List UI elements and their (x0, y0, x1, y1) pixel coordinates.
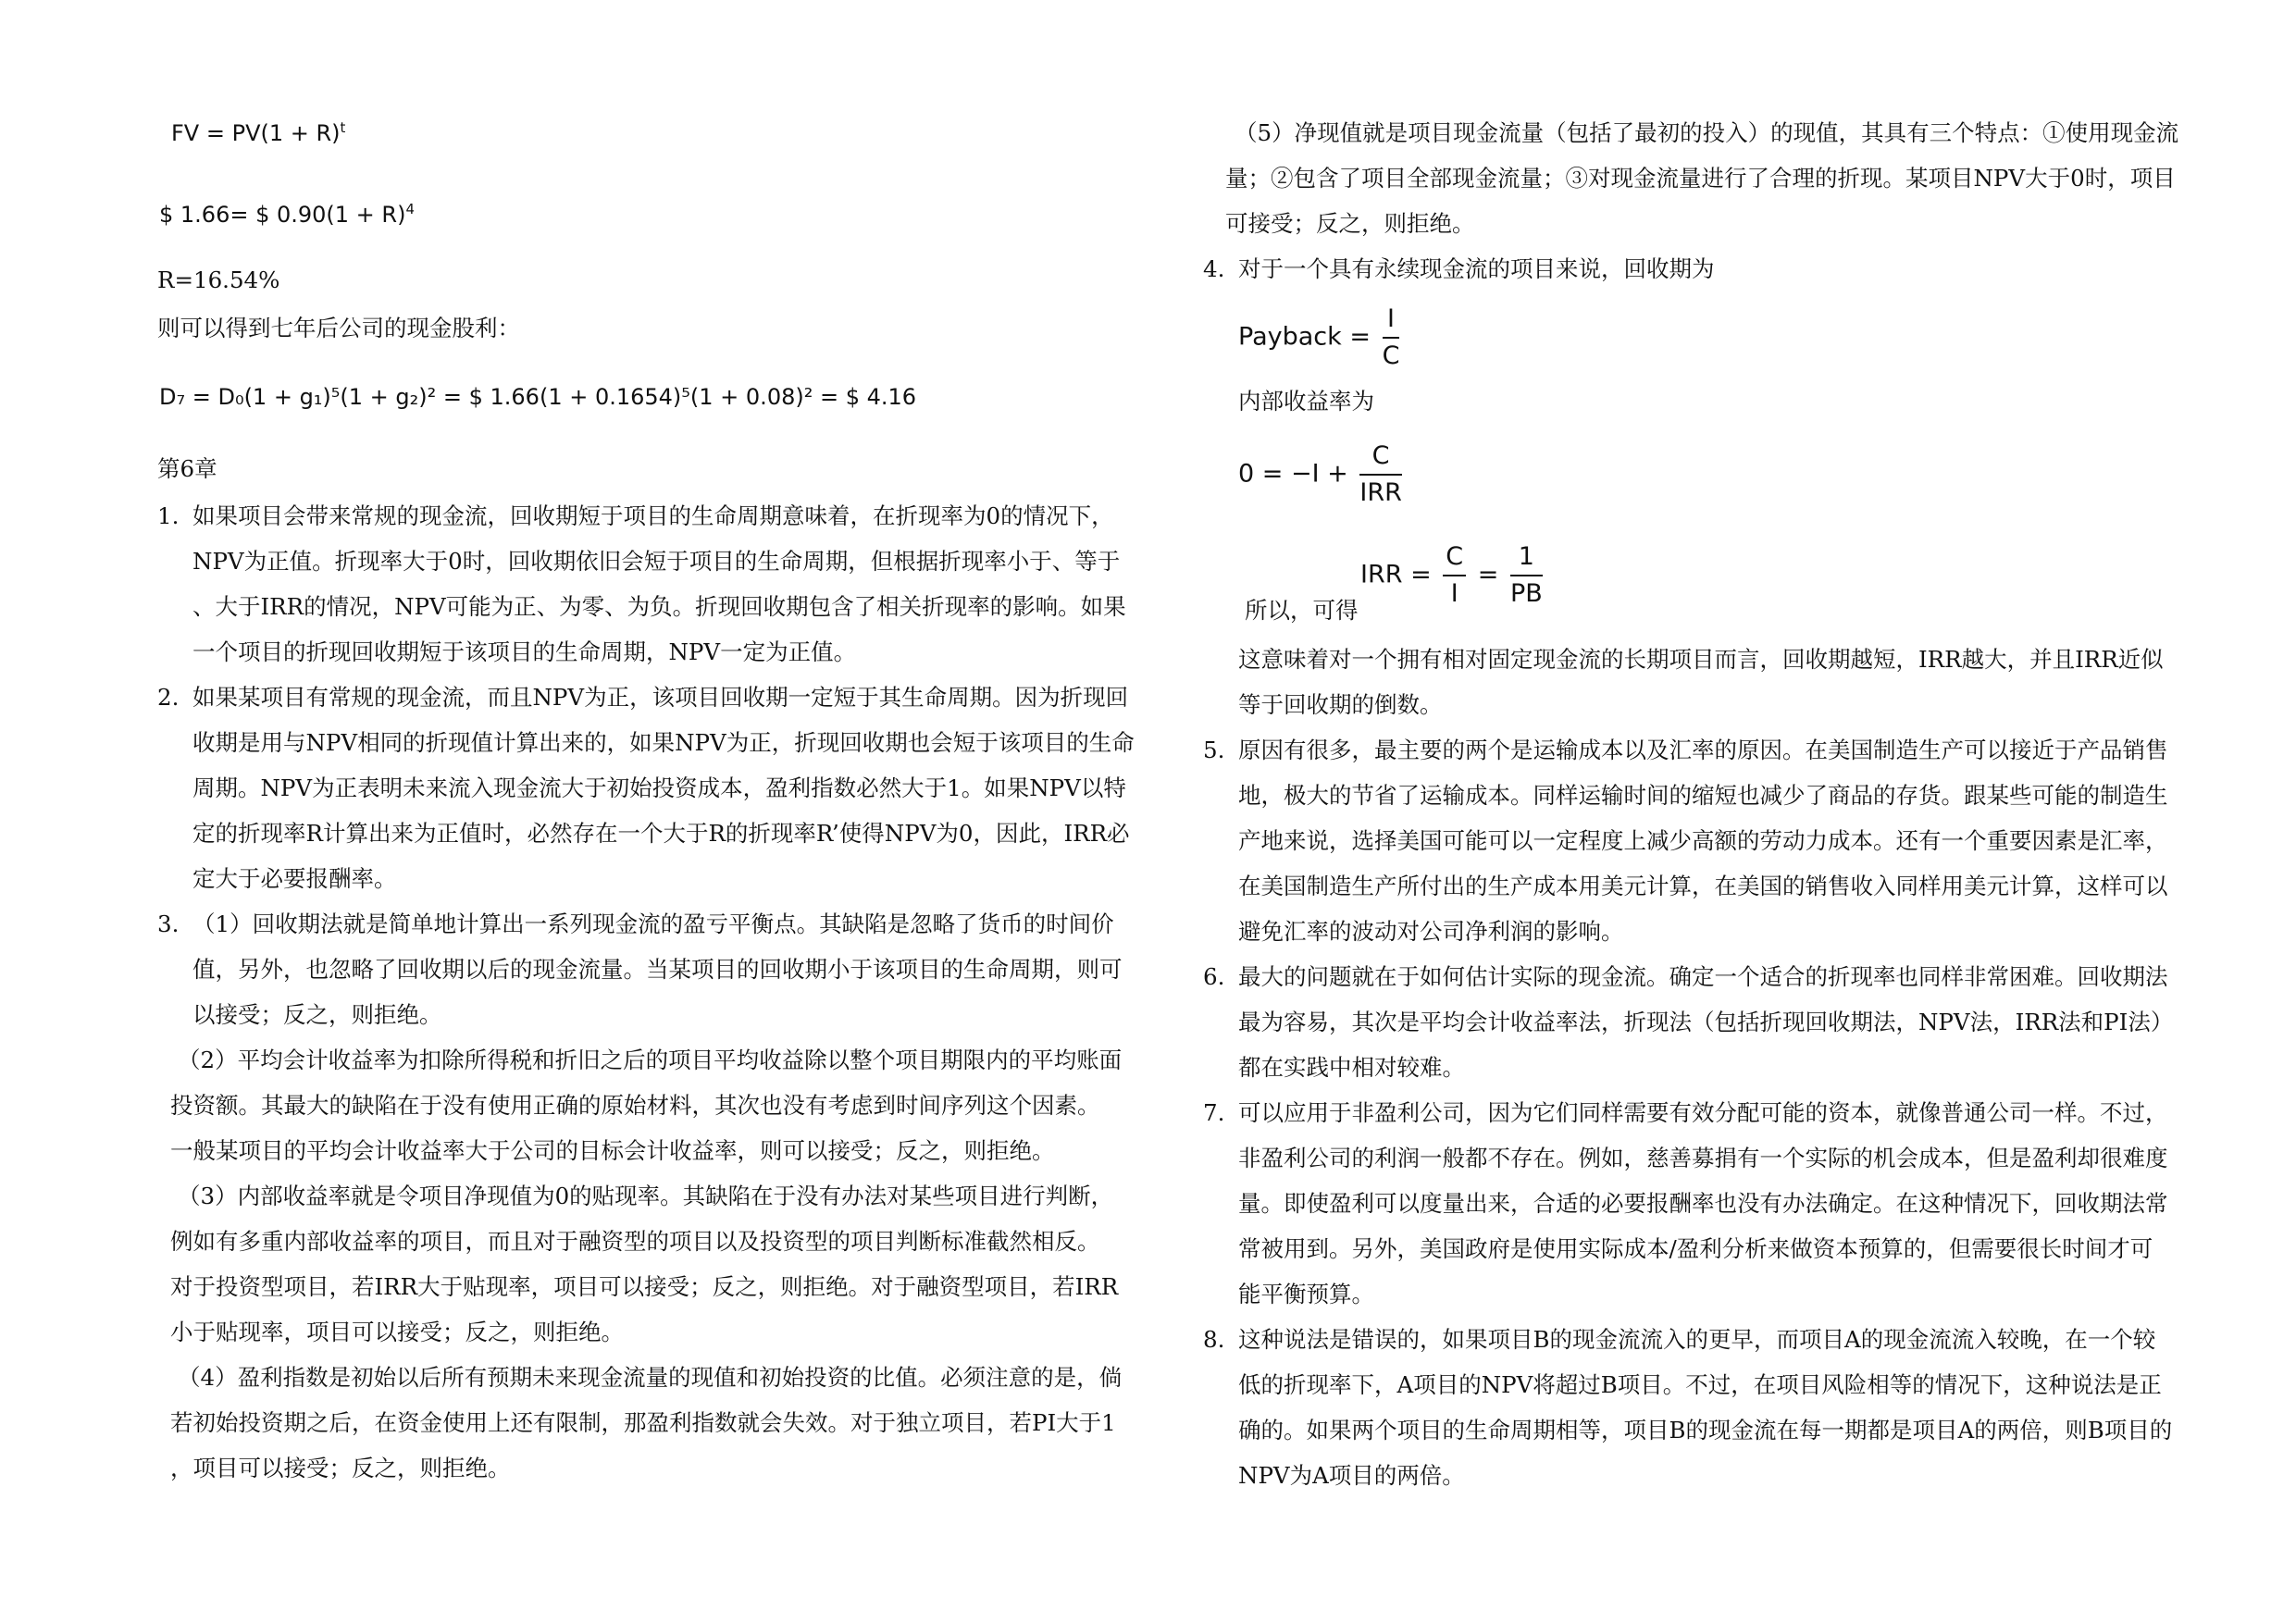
fraction-denominator: IRR (1359, 478, 1402, 507)
text-line: （3）内部收益率就是令项目净现值为0的贴现率。其缺陷在于没有办法对某些项目进行判断， (178, 1183, 1114, 1209)
irr-result-formula (1360, 539, 1546, 612)
text-line: ，项目可以接受；反之，则拒绝。 (170, 1455, 511, 1481)
item-number: 7. (1203, 1099, 1225, 1126)
text-line: NPV为A项目的两倍。 (1238, 1462, 1465, 1489)
irr-equation-fraction (1359, 439, 1401, 511)
text-line: 定大于必要报酬率。 (192, 865, 397, 892)
text-line: 一般某项目的平均会计收益率大于公司的目标会计收益率，则可以接受；反之，则拒绝。 (170, 1137, 1055, 1164)
fraction-numerator: 1 (1510, 539, 1543, 576)
intro-line: 则可以得到七年后公司的现金股利： (157, 315, 520, 341)
chapter-heading: 第6章 (157, 455, 217, 482)
text-line: 这种说法是错误的，如果项目B的现金流流入的更早，而项目A的现金流流入较晚，在一个较 (1238, 1326, 2156, 1353)
item-number: 5. (1203, 737, 1225, 763)
text-line: 可接受；反之，则拒绝。 (1225, 210, 1475, 237)
text-line: 地，极大的节省了运输成本。同样运输时间的缩短也减少了商品的存货。跟某些可能的制造生 (1238, 782, 2168, 809)
item-number: 8. (1203, 1326, 1225, 1353)
item-number: 2. (157, 684, 180, 711)
dollar-equation-text: $ 1.66= $ 0.90(1 + R) (159, 202, 406, 228)
paragraph-npv (1203, 110, 2198, 246)
text-line: 原因有很多，最主要的两个是运输成本以及汇率的原因。在美国制造生产可以接近于产品销售 (1238, 737, 2168, 763)
text-line: 避免汇率的波动对公司净利润的影响。 (1238, 918, 1624, 945)
irr-equation (1238, 439, 1406, 511)
text-line: 都在实践中相对较难。 (1238, 1054, 1465, 1081)
irr-result-lhs: IRR = (1360, 560, 1432, 589)
fraction-denominator: C (1382, 341, 1400, 370)
text-line: 投资额。其最大的缺陷在于没有使用正确的原始材料，其次也没有考虑到时间序列这个因素。 (170, 1092, 1100, 1119)
list-item-7 (1203, 1090, 2198, 1317)
item-number: 4. (1203, 255, 1225, 282)
fraction-numerator: I (1383, 302, 1400, 339)
item-number: 3. (157, 911, 180, 937)
text-line: 这意味着对一个拥有相对固定现金流的长期项目而言，回收期越短，IRR越大，并且IRR近似 (1238, 646, 2164, 673)
item-number: 6. (1203, 963, 1225, 990)
right-column-body (1203, 637, 2198, 1498)
left-column-body (157, 493, 1152, 1491)
text-line: （4）盈利指数是初始以后所有预期未来现金流量的现值和初始投资的比值。必须注意的是，倘 (178, 1364, 1123, 1391)
text-line: 例如有多重内部收益率的项目，而且对于融资型的项目以及投资型的项目判断标准截然相反。 (170, 1228, 1100, 1255)
text-line: 量。即使盈利可以度量出来，合适的必要报酬率也没有办法确定。在这种情况下，回收期法常 (1238, 1190, 2168, 1217)
text-line: 非盈利公司的利润一般都不存在。例如，慈善募捐有一个实际的机会成本，但是盈利却很难度 (1238, 1145, 2168, 1171)
text-line: 确的。如果两个项目的生命周期相等，项目B的现金流在每一期都是项目A的两倍，则B项目的 (1238, 1417, 2173, 1443)
text-line: 对于一个具有永续现金流的项目来说，回收期为 (1238, 255, 1715, 282)
dollar-equation (159, 202, 415, 228)
item-number: 1. (157, 502, 180, 529)
text-line: 以接受；反之，则拒绝。 (192, 1001, 442, 1028)
fraction-numerator: C (1359, 439, 1401, 476)
item4-continuation (1203, 637, 2198, 727)
text-line: 最为容易，其次是平均会计收益率法，折现法（包括折现回收期法，NPV法，IRR法和PI法） (1238, 1009, 2174, 1035)
text-line: 如果项目会带来常规的现金流，回收期短于项目的生命周期意味着，在折现率为0的情况下， (192, 502, 1114, 529)
text-line: 定的折现率R计算出来为正值时，必然存在一个大于R的折现率R’使得NPV为0，因此，IRR必 (192, 820, 1130, 847)
paragraph-irr (157, 1173, 1152, 1355)
text-line: 收期是用与NPV相同的折现值计算出来的，如果NPV为正，折现回收期也会短于该项目的生命 (192, 729, 1135, 756)
text-line: 最大的问题就在于如何估计实际的现金流。确定一个适合的折现率也同样非常困难。回收期法 (1238, 963, 2168, 990)
text-line: 产地来说，选择美国可能可以一定程度上减少高额的劳动力成本。还有一个重要因素是汇率， (1238, 827, 2168, 854)
list-item-1 (157, 493, 1152, 675)
payback-formula (1238, 302, 1403, 374)
text-line: （2）平均会计收益率为扣除所得税和折旧之后的项目平均收益除以整个项目期限内的平均账面 (178, 1047, 1123, 1073)
so-text: 所以，可得 (1245, 597, 1359, 624)
text-line: 量；②包含了项目全部现金流量；③对现金流量进行了合理的折现。某项目NPV大于0时，项目 (1225, 165, 2176, 192)
text-line: NPV为正值。折现率大于0时，回收期依旧会短于项目的生命周期，但根据折现率小于、等于 (192, 548, 1121, 575)
text-line: 在美国制造生产所付出的生产成本用美元计算，在美国的销售收入同样用美元计算，这样可以 (1238, 873, 2168, 899)
list-item-6 (1203, 954, 2198, 1090)
paragraph-avg-accounting-return (157, 1037, 1152, 1173)
text-line: 一个项目的折现回收期短于该项目的生命周期，NPV一定为正值。 (192, 638, 857, 665)
fv-formula-text: FV = PV(1 + R) (171, 120, 341, 146)
fraction-denominator: PB (1509, 579, 1543, 608)
dollar-exponent: 4 (405, 201, 415, 217)
right-column-top (1203, 110, 2198, 291)
irr-equation-lhs: 0 = −I + (1238, 459, 1348, 489)
text-line: 如果某项目有常规的现金流，而且NPV为正，该项目回收期一定短于其生命周期。因为折现回 (192, 684, 1129, 711)
fraction-numerator: C (1443, 539, 1466, 576)
equals-sign: = (1477, 560, 1499, 589)
list-item-5 (1203, 727, 2198, 954)
irr-fraction-c-over-i (1443, 539, 1466, 612)
payback-lhs: Payback = (1238, 322, 1371, 352)
fraction-denominator: I (1450, 579, 1458, 608)
text-line: 常被用到。另外，美国政府是使用实际成本/盈利分析来做资本预算的，但需要很长时间才可 (1238, 1235, 2153, 1262)
text-line: 、大于IRR的情况，NPV可能为正、为零、为负。折现回收期包含了相关折现率的影响。如果 (192, 593, 1126, 620)
text-line: 对于投资型项目，若IRR大于贴现率，项目可以接受；反之，则拒绝。对于融资型项目，若IRR (170, 1273, 1119, 1300)
text-line: （1）回收期法就是简单地计算出一系列现金流的盈亏平衡点。其缺陷是忽略了货币的时间价 (192, 911, 1114, 937)
text-line: 低的折现率下，A项目的NPV将超过B项目。不过，在项目风险相等的情况下，这种说法是正 (1238, 1371, 2162, 1398)
fv-formula (171, 120, 345, 146)
irr-fraction-one-over-pb (1510, 539, 1543, 612)
d7-formula: D₇ = D₀(1 + g₁)⁵(1 + g₂)² = $ 1.66(1 + 0.1654)⁵(1 + 0.08)² = $ 4.16 (159, 384, 917, 410)
text-line: 小于贴现率，项目可以接受；反之，则拒绝。 (170, 1319, 624, 1345)
text-line: 值，另外，也忽略了回收期以后的现金流量。当某项目的回收期小于该项目的生命周期，则可 (192, 956, 1123, 983)
paragraph-profitability-index (157, 1355, 1152, 1491)
fv-exponent: t (340, 119, 346, 136)
list-item-4 (1203, 246, 2198, 291)
text-line: 可以应用于非盈利公司，因为它们同样需要有效分配可能的资本，就像普通公司一样。不过， (1238, 1099, 2168, 1126)
text-line: 等于回收期的倒数。 (1238, 691, 1443, 718)
text-line: （5）净现值就是项目现金流量（包括了最初的投入）的现值，其具有三个特点：①使用现金流 (1235, 119, 2179, 146)
text-line: 若初始投资期之后，在资金使用上还有限制，那盈利指数就会失效。对于独立项目，若PI大于1 (170, 1409, 1116, 1436)
payback-fraction (1383, 302, 1400, 374)
irr-intro: 内部收益率为 (1238, 388, 1374, 415)
text-line: 周期。NPV为正表明未来流入现金流大于初始投资成本，盈利指数必然大于1。如果NPV以特 (192, 774, 1126, 801)
text-line: 能平衡预算。 (1238, 1281, 1374, 1307)
list-item-3 (157, 901, 1152, 1037)
r-value: R=16.54% (157, 266, 280, 293)
list-item-8 (1203, 1317, 2198, 1498)
list-item-2 (157, 675, 1152, 901)
